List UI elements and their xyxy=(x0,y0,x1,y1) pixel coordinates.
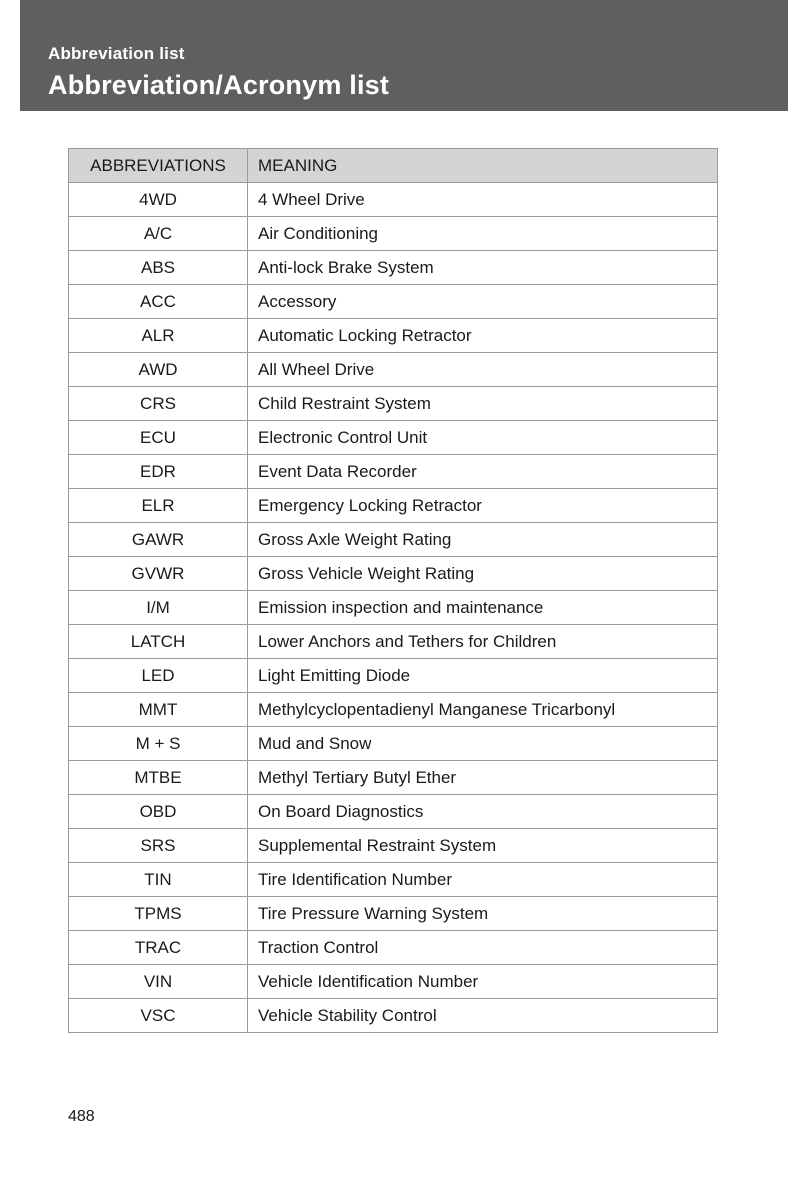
meaning-cell: Vehicle Identification Number xyxy=(248,965,718,999)
meaning-cell: Automatic Locking Retractor xyxy=(248,319,718,353)
meaning-cell: Lower Anchors and Tethers for Children xyxy=(248,625,718,659)
table-row xyxy=(69,489,718,523)
abbreviation-cell: LATCH xyxy=(69,625,248,659)
column-header-meaning: MEANING xyxy=(248,149,718,183)
abbreviation-cell: ACC xyxy=(69,285,248,319)
abbreviation-cell: VIN xyxy=(69,965,248,999)
abbreviation-cell: ELR xyxy=(69,489,248,523)
meaning-cell: Tire Pressure Warning System xyxy=(248,897,718,931)
meaning-cell: Vehicle Stability Control xyxy=(248,999,718,1033)
meaning-cell: Accessory xyxy=(248,285,718,319)
table-row xyxy=(69,829,718,863)
table-row xyxy=(69,319,718,353)
table-row xyxy=(69,251,718,285)
table-row xyxy=(69,217,718,251)
meaning-cell: Mud and Snow xyxy=(248,727,718,761)
meaning-cell: Emission inspection and maintenance xyxy=(248,591,718,625)
table-row xyxy=(69,659,718,693)
abbreviation-cell: CRS xyxy=(69,387,248,421)
abbreviation-cell: MMT xyxy=(69,693,248,727)
table-row xyxy=(69,897,718,931)
meaning-cell: Anti-lock Brake System xyxy=(248,251,718,285)
meaning-cell: Air Conditioning xyxy=(248,217,718,251)
meaning-cell: Child Restraint System xyxy=(248,387,718,421)
abbreviation-cell: ABS xyxy=(69,251,248,285)
abbreviation-cell: I/M xyxy=(69,591,248,625)
meaning-cell: Gross Vehicle Weight Rating xyxy=(248,557,718,591)
abbreviation-cell: A/C xyxy=(69,217,248,251)
meaning-cell: Traction Control xyxy=(248,931,718,965)
meaning-cell: Supplemental Restraint System xyxy=(248,829,718,863)
meaning-cell: Tire Identification Number xyxy=(248,863,718,897)
abbreviation-cell: MTBE xyxy=(69,761,248,795)
meaning-cell: Electronic Control Unit xyxy=(248,421,718,455)
table-row xyxy=(69,761,718,795)
abbreviation-cell: AWD xyxy=(69,353,248,387)
table-header-row xyxy=(69,149,718,183)
meaning-cell: Light Emitting Diode xyxy=(248,659,718,693)
table-row xyxy=(69,455,718,489)
table-row xyxy=(69,183,718,217)
meaning-cell: Event Data Recorder xyxy=(248,455,718,489)
abbreviation-table xyxy=(68,148,718,1033)
table-row xyxy=(69,591,718,625)
abbreviation-cell: ECU xyxy=(69,421,248,455)
section-label: Abbreviation list xyxy=(48,44,185,63)
abbreviation-cell: M + S xyxy=(69,727,248,761)
abbreviation-cell: VSC xyxy=(69,999,248,1033)
table-row xyxy=(69,727,718,761)
abbreviation-cell: TPMS xyxy=(69,897,248,931)
page-title: Abbreviation/Acronym list xyxy=(48,70,390,100)
table-row xyxy=(69,625,718,659)
table-row xyxy=(69,795,718,829)
abbreviation-cell: EDR xyxy=(69,455,248,489)
meaning-cell: Emergency Locking Retractor xyxy=(248,489,718,523)
table-body xyxy=(69,183,718,1033)
table-row xyxy=(69,999,718,1033)
abbreviation-cell: SRS xyxy=(69,829,248,863)
table-row xyxy=(69,965,718,999)
abbreviation-cell: 4WD xyxy=(69,183,248,217)
abbreviation-cell: LED xyxy=(69,659,248,693)
abbreviation-cell: ALR xyxy=(69,319,248,353)
table-row xyxy=(69,523,718,557)
abbreviation-cell: TIN xyxy=(69,863,248,897)
meaning-cell: 4 Wheel Drive xyxy=(248,183,718,217)
table-row xyxy=(69,353,718,387)
meaning-cell: Gross Axle Weight Rating xyxy=(248,523,718,557)
abbreviation-cell: GVWR xyxy=(69,557,248,591)
column-header-abbreviations: ABBREVIATIONS xyxy=(69,149,248,183)
abbreviation-cell: TRAC xyxy=(69,931,248,965)
abbreviation-cell: OBD xyxy=(69,795,248,829)
table-row xyxy=(69,863,718,897)
table-row xyxy=(69,557,718,591)
meaning-cell: On Board Diagnostics xyxy=(248,795,718,829)
page-number: 488 xyxy=(68,1108,95,1125)
table-row xyxy=(69,421,718,455)
table-row xyxy=(69,693,718,727)
meaning-cell: Methyl Tertiary Butyl Ether xyxy=(248,761,718,795)
table-row xyxy=(69,387,718,421)
meaning-cell: All Wheel Drive xyxy=(248,353,718,387)
meaning-cell: Methylcyclopentadienyl Manganese Tricarbonyl xyxy=(248,693,718,727)
table-row xyxy=(69,931,718,965)
table-row xyxy=(69,285,718,319)
abbreviation-cell: GAWR xyxy=(69,523,248,557)
